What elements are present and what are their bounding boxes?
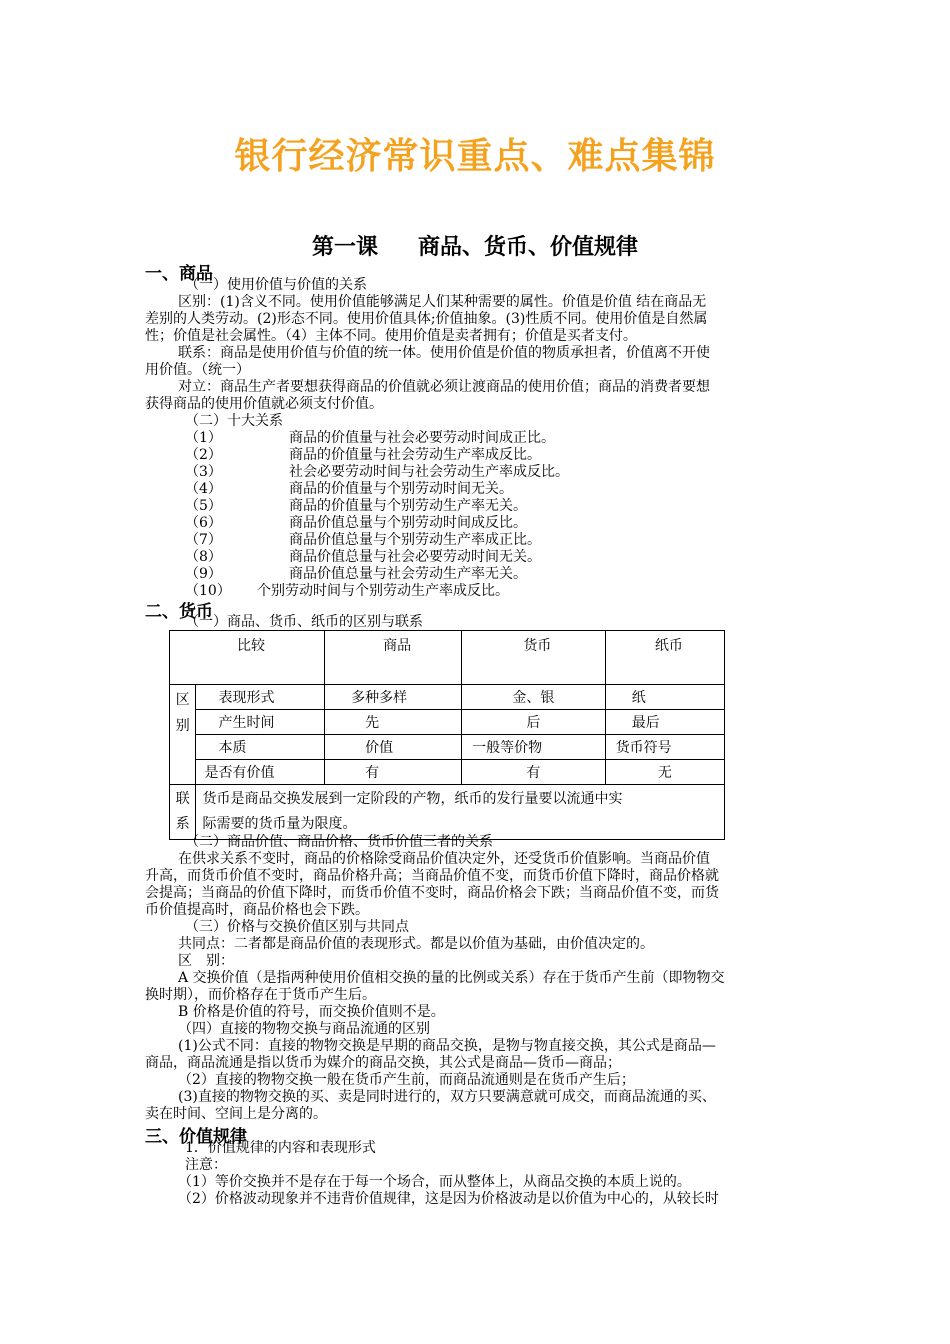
paragraph-line: 获得商品的使用价值就必须支付价值。	[145, 396, 383, 412]
table-row	[170, 760, 725, 785]
table-row	[170, 685, 725, 710]
table-cell: 金、银	[462, 685, 606, 710]
table-header-cell: 比较	[170, 631, 325, 685]
subheading: （一）使用价值与价值的关系	[185, 277, 367, 293]
paragraph-line: A 交换价值（是指两种使用价值相交换的量的比例或关系）存在于货币产生前（即物物交	[178, 970, 725, 986]
subheading: 1．价值规律的内容和表现形式	[185, 1140, 376, 1156]
paragraph-line: 区 别：	[178, 953, 234, 969]
paragraph-line: B 价格是价值的符号，而交换价值则不是。	[178, 1004, 445, 1020]
subheading: （二）十大关系	[185, 413, 283, 429]
paragraph-line: 对立：商品生产者要想获得商品的价值就必须让渡商品的使用价值；商品的消费者要想	[178, 379, 710, 395]
table-cell: 多种多样	[325, 685, 462, 710]
table-row-link	[170, 785, 725, 840]
paragraph-line: (1)公式不同：直接的物物交换是早期的商品交换，是物与物直接交换，其公式是商品—	[178, 1038, 716, 1054]
table-cell: 一般等价物	[462, 735, 606, 760]
relation-item: （4） 商品的价值量与个别劳动时间无关。	[185, 481, 513, 497]
table-cell: 无	[605, 760, 724, 785]
table-cell: 有	[462, 760, 606, 785]
relation-item: （7） 商品价值总量与个别劳动生产率成正比。	[185, 532, 541, 548]
table-header-cell: 商品	[325, 631, 462, 685]
table-cell: 产生时间	[196, 710, 325, 735]
table-header-cell: 纸币	[605, 631, 724, 685]
table-row	[170, 710, 725, 735]
comparison-table	[169, 630, 725, 840]
table-row	[170, 735, 725, 760]
relation-item: （6） 商品价值总量与个别劳动时间成反比。	[185, 515, 527, 531]
table-cell: 先	[325, 710, 462, 735]
document-title: 银行经济常识重点、难点集锦	[234, 136, 716, 177]
paragraph-line: 联系：商品是使用价值与价值的统一体。使用价值是价值的物质承担者，价值离不开使	[178, 345, 710, 361]
relation-item: （2） 商品的价值量与社会劳动生产率成反比。	[185, 447, 541, 463]
table-cell: 最后	[605, 710, 724, 735]
relation-item: （10） 个别劳动时间与个别劳动生产率成反比。	[185, 583, 509, 599]
paragraph-line: 升高，而货币价值不变时，商品价格升高；当商品价值不变，而货币价值下降时，商品价格就	[145, 868, 719, 884]
paragraph-line: (3)直接的物物交换的买、卖是同时进行的，双方只要满意就可成交，而商品流通的买、	[178, 1089, 716, 1105]
subheading: （四）直接的物物交换与商品流通的区别	[178, 1021, 430, 1037]
note-label: 注意：	[185, 1157, 227, 1173]
paragraph-line: 性；价值是社会属性。（4）主体不同。使用价值是卖者拥有；价值是买者支付。	[145, 328, 637, 344]
table-cell: 货币符号	[605, 735, 724, 760]
table-cell: 本质	[196, 735, 325, 760]
paragraph-line: 换时期），而价格存在于货币产生后。	[145, 987, 376, 1003]
paragraph-line: 共同点：二者都是商品价值的表现形式。都是以价值为基础，由价值决定的。	[178, 936, 654, 952]
paragraph-line: 差别的人类劳动。(2)形态不同。使用价值具体;价值抽象。(3)性质不同。使用价值是自然属	[145, 311, 708, 327]
relation-item: （1） 商品的价值量与社会必要劳动时间成正比。	[185, 430, 555, 446]
lesson-title	[0, 230, 950, 261]
diff-label: 区别	[170, 685, 196, 785]
subheading: （一）商品、货币、纸币的区别与联系	[185, 614, 423, 630]
section-heading-value-law: 三、价值规律	[145, 1127, 247, 1147]
subheading: （二）商品价值、商品价格、货币价值三者的关系	[185, 834, 493, 850]
relation-item: （9） 商品价值总量与社会劳动生产率无关。	[185, 566, 527, 582]
table-cell: 是否有价值	[196, 760, 325, 785]
paragraph-line: （2）价格波动现象并不违背价值规律，这是因为价格波动是以价值为中心的，从较长时	[178, 1191, 719, 1207]
paragraph-line: 区别：(1)含义不同。使用价值能够满足人们某种需要的属性。价值是价值 结在商品无	[178, 294, 707, 310]
link-text: 货币是商品交换发展到一定阶段的产物，纸币的发行量要以流通中实 际需要的货币量为限度。	[196, 785, 725, 840]
paragraph-line: 在供求关系不变时，商品的价格除受商品价值决定外，还受货币价值影响。当商品价值	[178, 851, 710, 867]
table-cell: 纸	[605, 685, 724, 710]
lesson-number: 第一课	[311, 234, 378, 260]
table-cell: 有	[325, 760, 462, 785]
paragraph-line: 会提高；当商品的价值下降时，而货币价值不变时，商品价格会下跌；当商品价值不变，而货	[145, 885, 719, 901]
table-cell: 表现形式	[196, 685, 325, 710]
table-header-row	[170, 631, 725, 685]
paragraph-line: （2）直接的物物交换一般在货币产生前，而商品流通则是在货币产生后；	[178, 1072, 635, 1088]
relation-item: （3） 社会必要劳动时间与社会劳动生产率成反比。	[185, 464, 569, 480]
section-heading-money: 二、货币	[145, 602, 213, 622]
link-label: 联系	[170, 785, 196, 840]
paragraph-line: 卖在时间、空间上是分离的。	[145, 1106, 327, 1122]
relation-item: （5） 商品的价值量与个别劳动生产率无关。	[185, 498, 527, 514]
relation-item: （8） 商品价值总量与社会必要劳动时间无关。	[185, 549, 541, 565]
table-cell: 价值	[325, 735, 462, 760]
table-cell: 后	[462, 710, 606, 735]
paragraph-line: 币价值提高时，商品价格也会下跌。	[145, 902, 369, 918]
paragraph-line: （1）等价交换并不是存在于每一个场合，而从整体上，从商品交换的本质上说的。	[178, 1174, 691, 1190]
lesson-name: 商品、货币、价值规律	[418, 234, 639, 260]
paragraph-line: 商品，商品流通是指以货币为媒介的商品交换，其公式是商品—货币—商品；	[145, 1055, 621, 1071]
table-header-cell: 货币	[462, 631, 606, 685]
subheading: （三）价格与交换价值区别与共同点	[185, 919, 409, 935]
paragraph-line: 用价值。（统一）	[145, 362, 250, 378]
section-heading-commodity: 一、商品	[145, 264, 213, 284]
